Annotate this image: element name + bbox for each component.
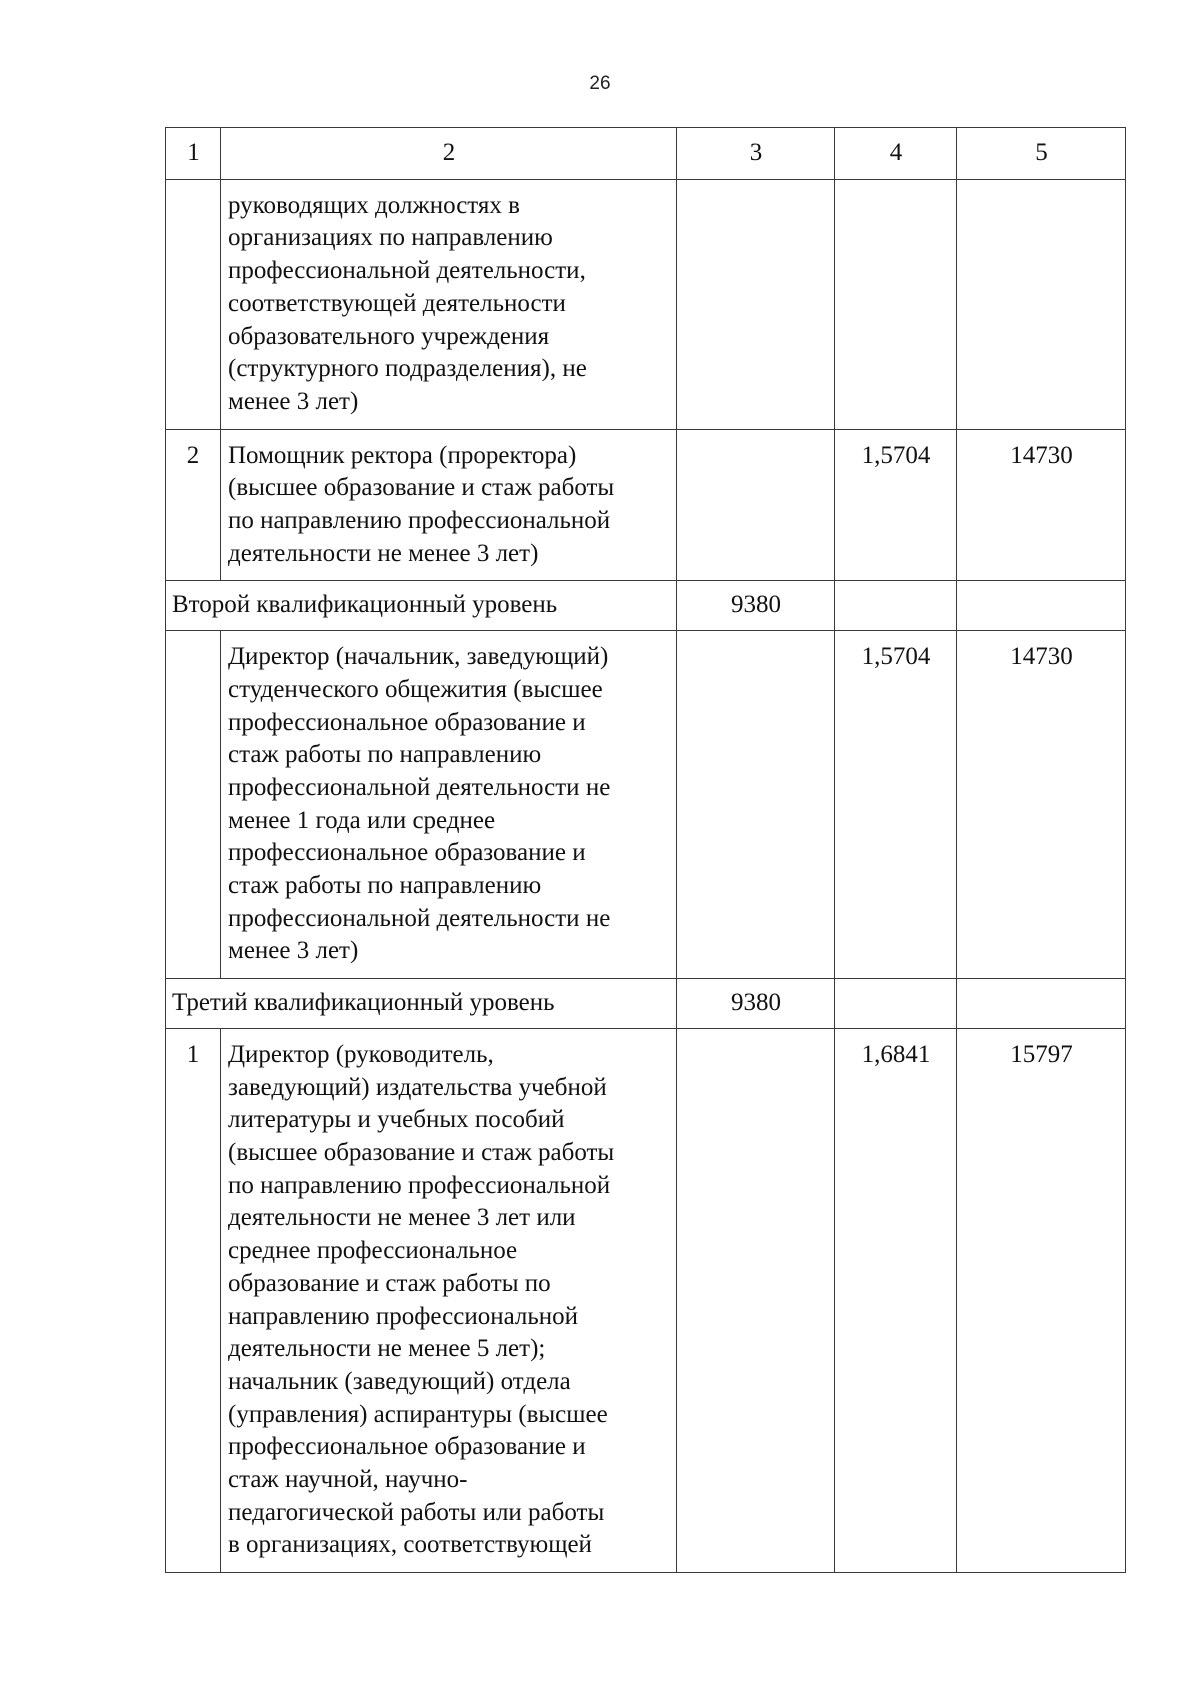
description-line: начальник (заведующий) отдела xyxy=(228,1367,571,1395)
description-line: профессиональное образование и xyxy=(228,839,586,867)
table-row xyxy=(166,429,1126,581)
description-line: направлению профессиональной xyxy=(228,1302,579,1330)
description-line: деятельности не менее 3 лет) xyxy=(228,539,539,567)
row-number-cell xyxy=(166,631,221,979)
row-number-cell: 1 xyxy=(166,1028,221,1572)
description-line: руководящих должностях в xyxy=(228,191,520,219)
description-line: стаж работы по направлению xyxy=(228,741,542,769)
coefficient-cell xyxy=(835,581,957,631)
base-salary-cell xyxy=(677,1028,835,1572)
description-line: среднее профессиональное xyxy=(228,1237,518,1265)
description-line: образование и стаж работы по xyxy=(228,1269,551,1297)
coefficient-cell xyxy=(835,179,957,429)
description-line: профессиональной деятельности не xyxy=(228,904,611,932)
page-number: 26 xyxy=(589,73,611,94)
description-line: (управления) аспирантуры (высшее xyxy=(228,1400,608,1428)
table-row xyxy=(166,179,1126,429)
base-salary-cell xyxy=(677,179,835,429)
row-number-cell xyxy=(166,179,221,429)
header-cell: 3 xyxy=(677,128,835,180)
base-salary-cell: 9380 xyxy=(677,979,835,1029)
description-line: (высшее образование и стаж работы xyxy=(228,1138,615,1166)
header-cell: 4 xyxy=(835,128,957,180)
description-line: (структурного подразделения), не xyxy=(228,355,587,383)
header-cell: 1 xyxy=(166,128,221,180)
qualification-level-label: Третий квалификационный уровень xyxy=(166,979,677,1029)
salary-cell xyxy=(957,979,1126,1029)
table-header-row xyxy=(166,128,1126,180)
description-line: студенческого общежития (высшее xyxy=(228,675,603,703)
base-salary-cell xyxy=(677,429,835,581)
description-line: Директор (руководитель, xyxy=(228,1040,494,1068)
position-description-cell xyxy=(221,631,677,979)
base-salary-cell: 9380 xyxy=(677,581,835,631)
description-line: профессиональной деятельности не xyxy=(228,773,611,801)
salary-table xyxy=(165,127,1126,1573)
description-line: деятельности не менее 3 лет или xyxy=(228,1204,576,1232)
coefficient-cell: 1,5704 xyxy=(835,631,957,979)
header-cell: 2 xyxy=(221,128,677,180)
description-line: деятельности не менее 5 лет); xyxy=(228,1335,546,1363)
salary-cell: 14730 xyxy=(957,631,1126,979)
description-line: менее 1 года или среднее xyxy=(228,806,496,834)
coefficient-cell: 1,6841 xyxy=(835,1028,957,1572)
description-line: профессиональной деятельности, xyxy=(228,257,586,285)
description-line: по направлению профессиональной xyxy=(228,507,611,535)
description-line: образовательного учреждения xyxy=(228,322,550,350)
description-line: в организациях, соответствующей xyxy=(228,1531,592,1559)
salary-cell xyxy=(957,179,1126,429)
description-line: соответствующей деятельности xyxy=(228,289,566,317)
description-line: менее 3 лет) xyxy=(228,387,359,415)
salary-cell xyxy=(957,581,1126,631)
description-line: профессиональное образование и xyxy=(228,1433,586,1461)
description-line: (высшее образование и стаж работы xyxy=(228,474,615,502)
coefficient-cell xyxy=(835,979,957,1029)
description-line: литературы и учебных пособий xyxy=(228,1106,565,1134)
description-line: заведующий) издательства учебной xyxy=(228,1073,607,1101)
description-line: Помощник ректора (проректора) xyxy=(228,441,577,469)
description-line: по направлению профессиональной xyxy=(228,1171,611,1199)
row-number-cell: 2 xyxy=(166,429,221,581)
description-line: педагогической работы или работы xyxy=(228,1498,605,1526)
position-description-cell xyxy=(221,179,677,429)
header-cell: 5 xyxy=(957,128,1126,180)
description-line: менее 3 лет) xyxy=(228,937,359,965)
table-row xyxy=(166,631,1126,979)
qualification-level-row xyxy=(166,979,1126,1029)
description-line: профессиональное образование и xyxy=(228,708,586,736)
description-line: Директор (начальник, заведующий) xyxy=(228,643,609,671)
base-salary-cell xyxy=(677,631,835,979)
qualification-level-label: Второй квалификационный уровень xyxy=(166,581,677,631)
description-line: организациях по направлению xyxy=(228,224,553,252)
position-description-cell xyxy=(221,429,677,581)
salary-cell: 15797 xyxy=(957,1028,1126,1572)
coefficient-cell: 1,5704 xyxy=(835,429,957,581)
salary-cell: 14730 xyxy=(957,429,1126,581)
table-row xyxy=(166,1028,1126,1572)
position-description-cell xyxy=(221,1028,677,1572)
description-line: стаж работы по направлению xyxy=(228,872,542,900)
description-line: стаж научной, научно- xyxy=(228,1466,468,1494)
qualification-level-row xyxy=(166,581,1126,631)
